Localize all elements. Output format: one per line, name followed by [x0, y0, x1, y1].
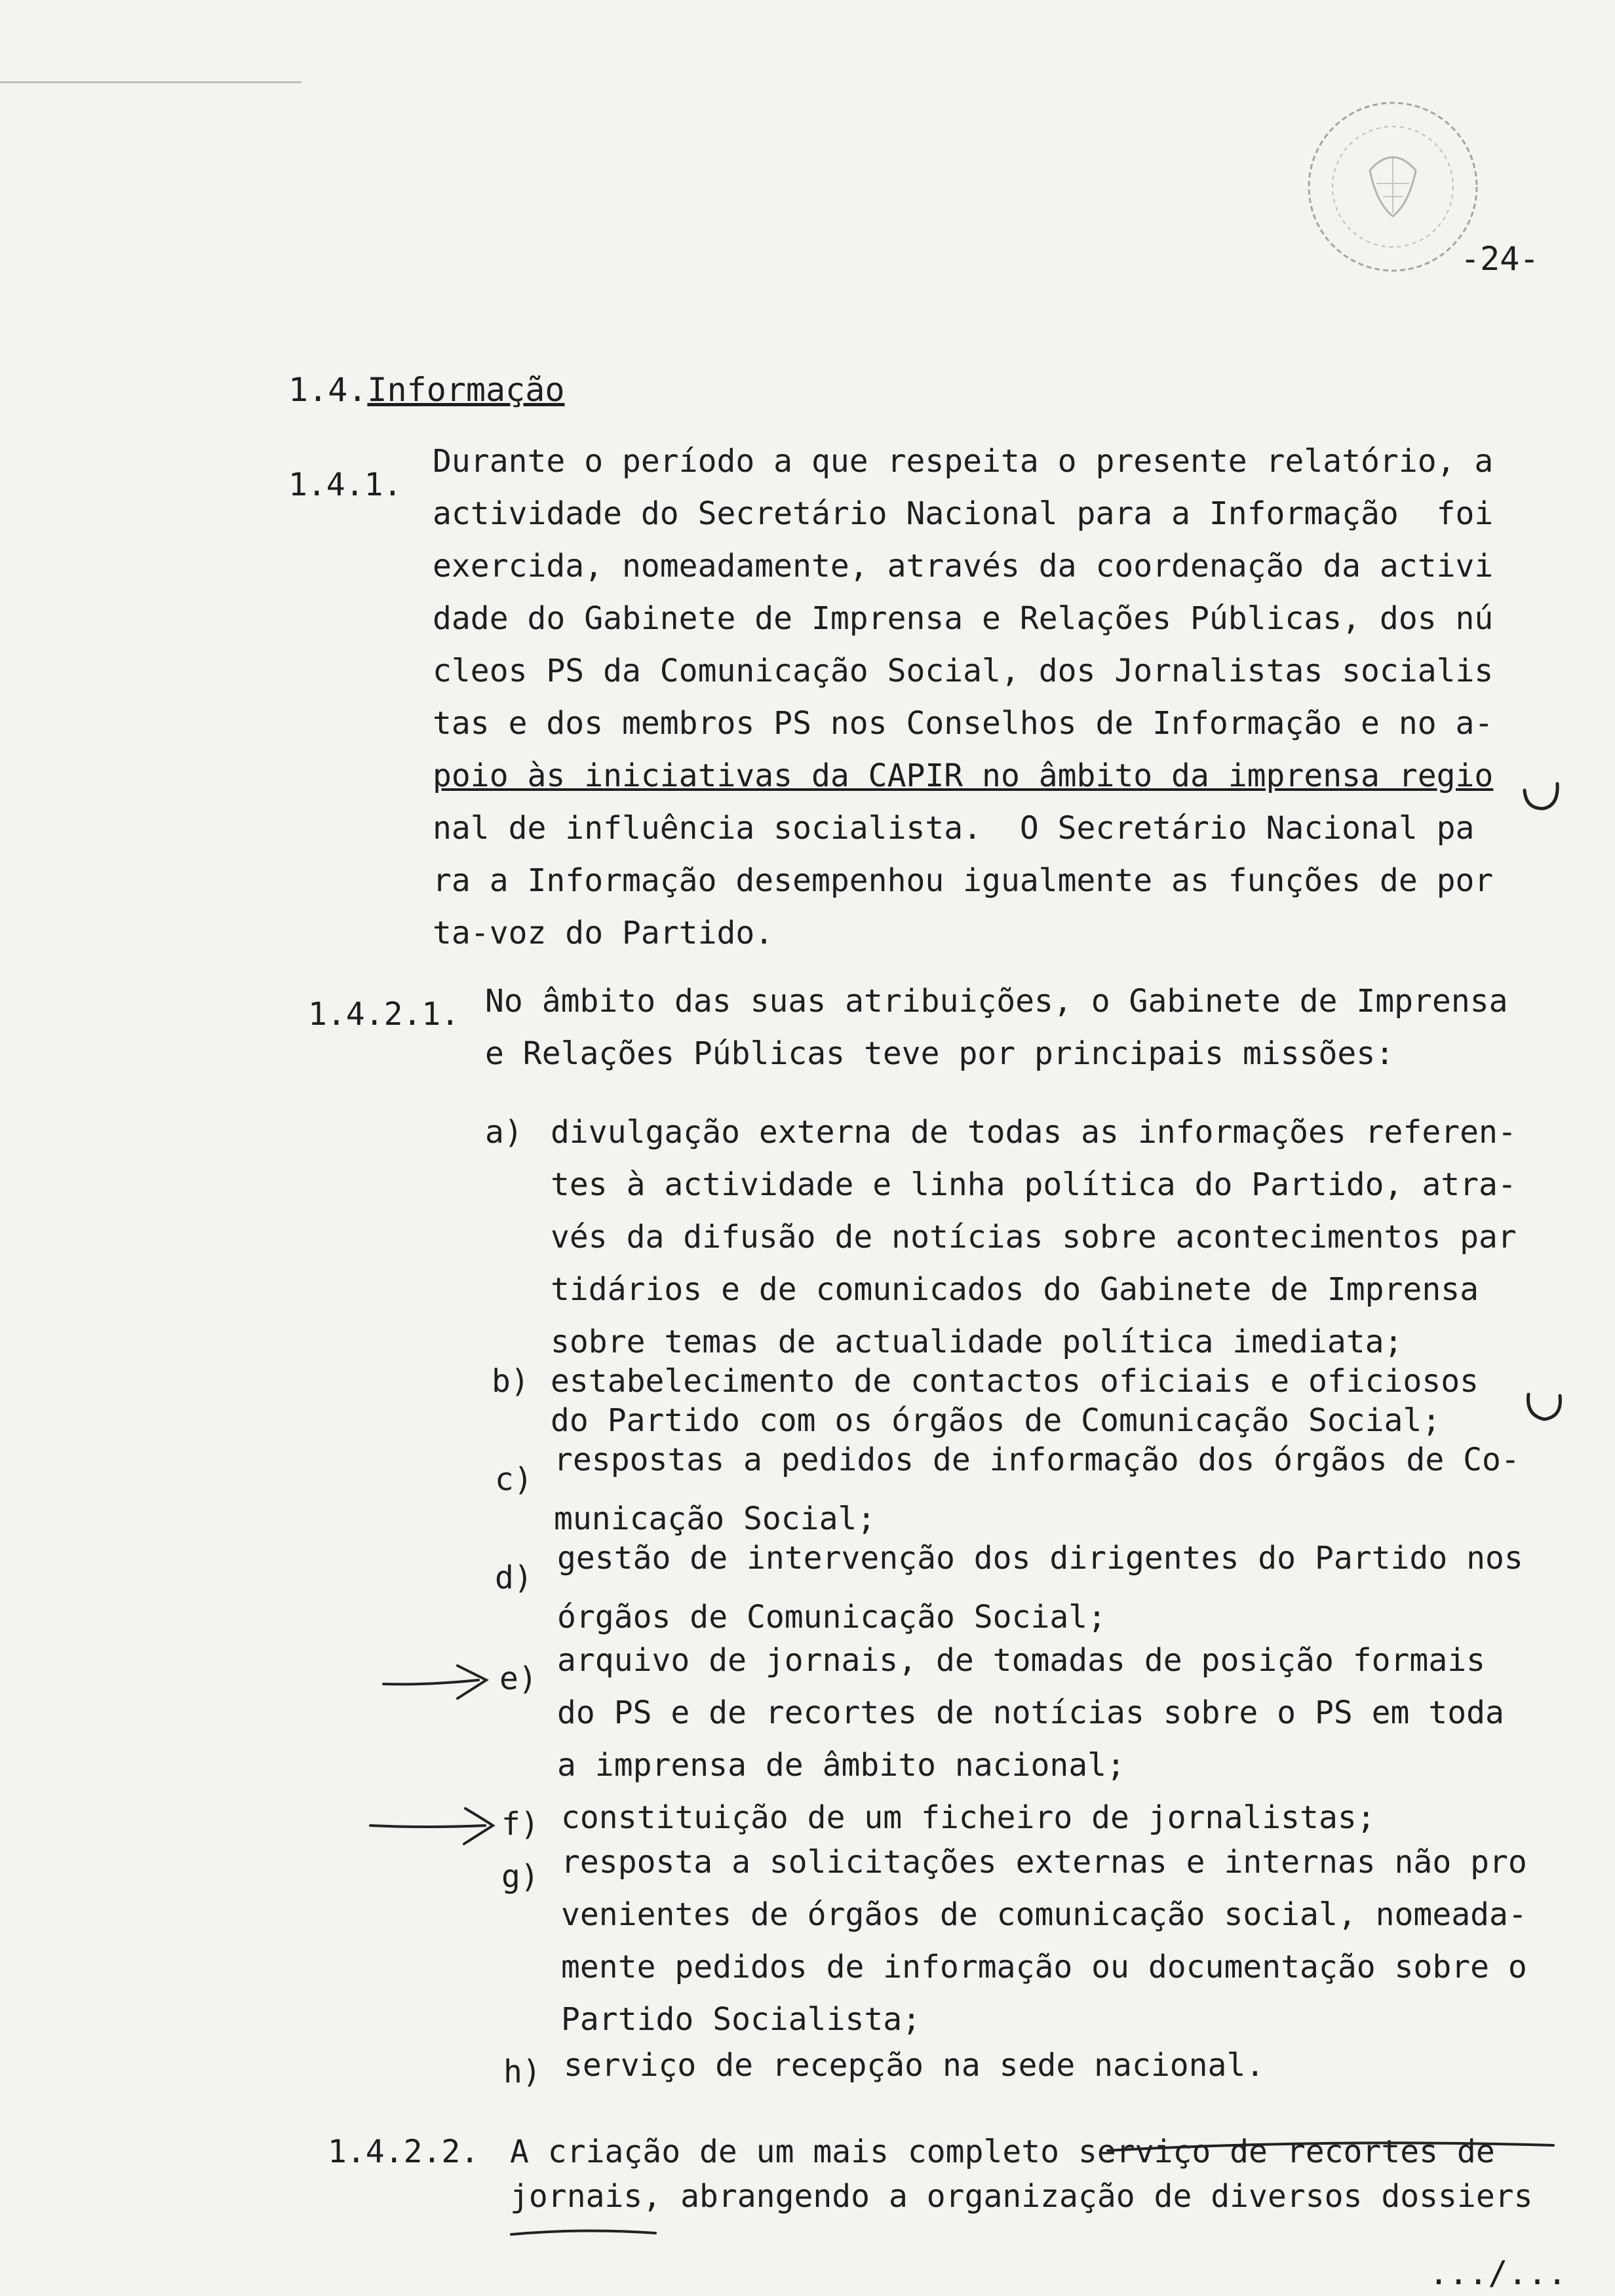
- list-item-line: sobre temas de actualidade política imediata;: [551, 1324, 1403, 1360]
- list-item-line: gestão de intervenção dos dirigentes do Partido nos: [557, 1540, 1523, 1577]
- list-item-label: b): [492, 1363, 530, 1400]
- page-number: -24-: [1460, 240, 1540, 278]
- text-line-underlined: poio às iniciativas da CAPIR no âmbito da imprensa regio: [433, 757, 1494, 794]
- list-item-line: do Partido com os órgãos de Comunicação Social;: [551, 1402, 1441, 1439]
- list-item-label: g): [501, 1858, 539, 1895]
- list-item-line: órgãos de Comunicação Social;: [557, 1599, 1107, 1636]
- continuation-mark: .../...: [1429, 2254, 1567, 2292]
- text-line: exercida, nomeadamente, através da coordenação da activi: [433, 548, 1494, 584]
- list-item-line: tidários e de comunicados do Gabinete de Imprensa: [551, 1271, 1479, 1308]
- list-item-label: c): [495, 1461, 533, 1498]
- list-item-line: respostas a pedidos de informação dos órgãos de Co-: [554, 1442, 1520, 1478]
- text-line: ta-voz do Partido.: [433, 915, 774, 951]
- handwritten-underline-icon: [1101, 2119, 1560, 2158]
- text-line: ra a Informação desempenhou igualmente as funções de por: [433, 862, 1494, 899]
- text-line: actividade do Secretário Nacional para a Informação foi: [433, 495, 1494, 532]
- text-line: jornais, abrangendo a organização de diversos dossiers: [510, 2178, 1533, 2215]
- handwritten-underline-icon: [505, 2221, 662, 2248]
- text-line: tas e dos membros PS nos Conselhos de Informação e no a-: [433, 705, 1494, 742]
- section-heading: [288, 371, 564, 409]
- text-line: dade do Gabinete de Imprensa e Relações Públicas, dos nú: [433, 600, 1494, 637]
- list-item-line: tes à actividade e linha política do Partido, atra-: [551, 1166, 1517, 1203]
- list-item-line: estabelecimento de contactos oficiais e oficiosos: [551, 1363, 1479, 1400]
- paragraph-number: 1.4.1.: [288, 467, 402, 503]
- list-item-label: e): [499, 1660, 537, 1697]
- text-line: e Relações Públicas teve por principais missões:: [485, 1035, 1395, 1072]
- text-line: cleos PS da Comunicação Social, dos Jornalistas socialis: [433, 653, 1494, 689]
- list-item-line: mente pedidos de informação ou documentação sobre o: [561, 1949, 1527, 1985]
- handwritten-arrow-icon: [367, 1802, 498, 1848]
- list-item-line: Partido Socialista;: [561, 2001, 922, 2038]
- party-seal-stamp: [1298, 92, 1488, 282]
- list-item-line: venientes de órgãos de comunicação social, nomeada-: [561, 1896, 1527, 1933]
- list-item-line: resposta a solicitações externas e internas não pro: [561, 1844, 1527, 1881]
- list-item-label: f): [501, 1806, 539, 1843]
- section-number: 1.4.: [288, 371, 368, 409]
- list-item-line: arquivo de jornais, de tomadas de posição formais: [557, 1642, 1486, 1679]
- handwritten-circle-mark-icon: [1522, 1381, 1565, 1425]
- scan-artifact-line: [0, 81, 302, 83]
- text-line: nal de influência socialista. O Secretário Nacional pa: [433, 810, 1475, 847]
- handwritten-arrow-icon: [380, 1658, 492, 1704]
- text-line: Durante o período a que respeita o presente relatório, a: [433, 443, 1494, 480]
- list-item-line: vés da difusão de notícias sobre acontecimentos par: [551, 1219, 1517, 1255]
- section-title: Informação: [367, 371, 565, 409]
- list-item-line: constituição de um ficheiro de jornalistas;: [561, 1799, 1376, 1836]
- list-item-line: serviço de recepção na sede nacional.: [564, 2047, 1265, 2084]
- list-item-label: d): [495, 1559, 533, 1596]
- paragraph-number: 1.4.2.1.: [308, 996, 460, 1033]
- text-line: No âmbito das suas atribuições, o Gabinete de Imprensa: [485, 983, 1508, 1020]
- paragraph-number: 1.4.2.2.: [328, 2133, 480, 2170]
- text-line: A criação de um mais completo serviço de recortes de: [510, 2133, 1495, 2170]
- list-item-label: a): [485, 1114, 523, 1151]
- list-item-line: municação Social;: [554, 1501, 876, 1537]
- list-item-line: divulgação externa de todas as informações referen-: [551, 1114, 1517, 1151]
- list-item-line: do PS e de recortes de notícias sobre o PS em toda: [557, 1694, 1504, 1731]
- handwritten-circle-mark-icon: [1519, 771, 1563, 814]
- list-item-line: a imprensa de âmbito nacional;: [557, 1747, 1125, 1784]
- list-item-label: h): [503, 2054, 541, 2090]
